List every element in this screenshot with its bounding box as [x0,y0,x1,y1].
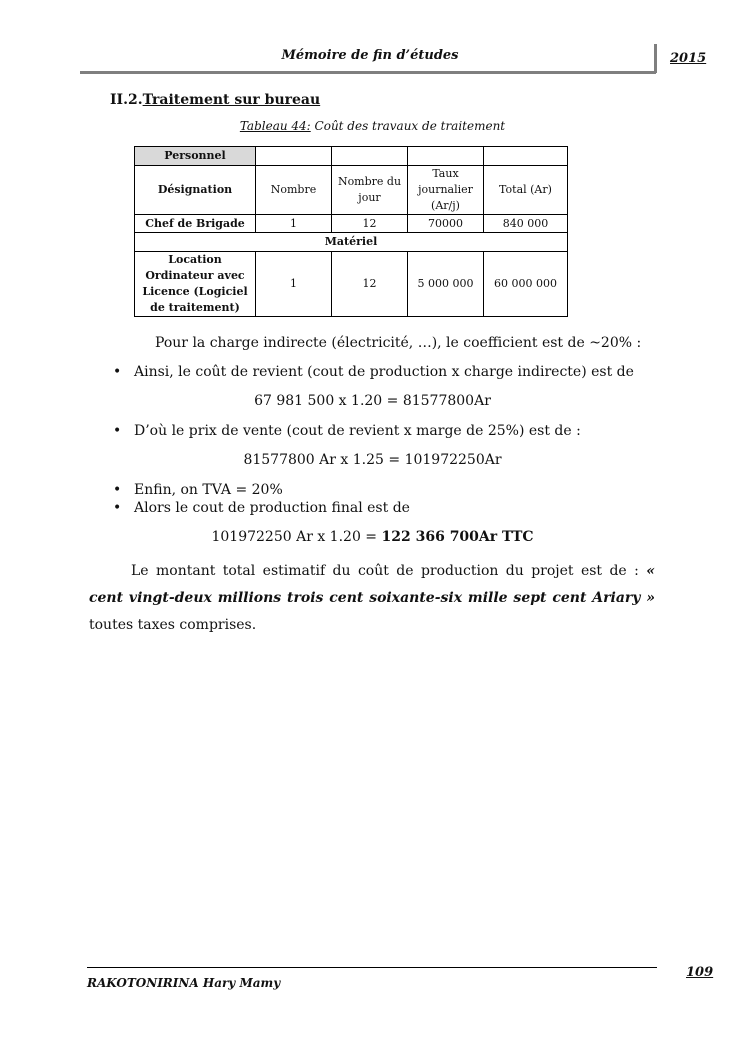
cell: 12 [332,215,408,233]
table-header-row [135,166,568,215]
group-personnel: Personnel [135,147,256,166]
bullet-prix-vente: D’où le prix de vente (cout de revient x marge de 25%) est de : [134,423,581,439]
bullet-marker: • [113,482,122,498]
section-title: Traitement sur bureau [142,92,321,108]
cell: 5 000 000 [408,252,484,317]
cell: 840 000 [484,215,568,233]
conclusion-amount: « cent vingt-deux millions trois cent soixante-six mille sept cent Ariary » [89,563,655,606]
calc-final-result: 122 366 700Ar TTC [381,529,534,545]
cell: 1 [256,252,332,317]
bullet-cout-final: Alors le cout de production final est de [134,500,410,516]
col-total: Total (Ar) [484,166,568,215]
col-taux: Taux journalier (Ar/j) [408,166,484,215]
table-caption [0,119,745,133]
empty-cell [408,147,484,166]
bullet-tva: Enfin, on TVA = 20% [134,482,283,498]
calc-cout-final [0,528,745,547]
cell: 70000 [408,215,484,233]
conclusion-paragraph [89,558,655,639]
cell: 1 [256,215,332,233]
caption-label: Tableau 44: [239,119,311,133]
col-designation: Désignation [135,166,256,215]
empty-cell [484,147,568,166]
cell: Location Ordinateur avec Licence (Logiciel de traitement) [135,252,256,317]
section-heading [110,92,320,108]
header-divider [654,44,657,73]
table-row [135,147,568,166]
header-year: 2015 [670,51,707,66]
cell: Chef de Brigade [135,215,256,233]
empty-cell [332,147,408,166]
col-nombre-jour: Nombre du jour [332,166,408,215]
conclusion-end: toutes taxes comprises. [89,617,257,633]
intro-paragraph: Pour la charge indirecte (électricité, …), le coefficient est de ~20% : [155,335,642,351]
empty-cell [256,147,332,166]
bullet-marker: • [113,423,122,439]
calc-cost-revient: 67 981 500 x 1.20 = 81577800Ar [254,393,491,409]
page-number: 109 [686,965,714,980]
calc-prix-vente: 81577800 Ar x 1.25 = 101972250Ar [243,452,502,468]
cost-table [134,146,568,317]
cell: 60 000 000 [484,252,568,317]
header-title: Mémoire de fin d’études [281,48,459,63]
section-number: II.2. [110,92,143,108]
header-rule [80,71,656,74]
caption-text: Coût des travaux de traitement [310,119,506,133]
group-materiel: Matériel [135,233,568,252]
table-row [135,252,568,317]
footer-author: RAKOTONIRINA Hary Mamy [87,976,281,990]
col-nombre: Nombre [256,166,332,215]
table-row [135,233,568,252]
conclusion-start: Le montant total estimatif du coût de production du projet est de : [131,563,647,579]
footer-rule [87,967,657,968]
cell: 12 [332,252,408,317]
bullet-marker: • [113,500,122,516]
bullet-cost-revient: Ainsi, le coût de revient (cout de production x charge indirecte) est de [134,364,634,380]
table-row [135,215,568,233]
bullet-marker: • [113,364,122,380]
calc-final-expression: 101972250 Ar x 1.20 = [211,529,382,545]
